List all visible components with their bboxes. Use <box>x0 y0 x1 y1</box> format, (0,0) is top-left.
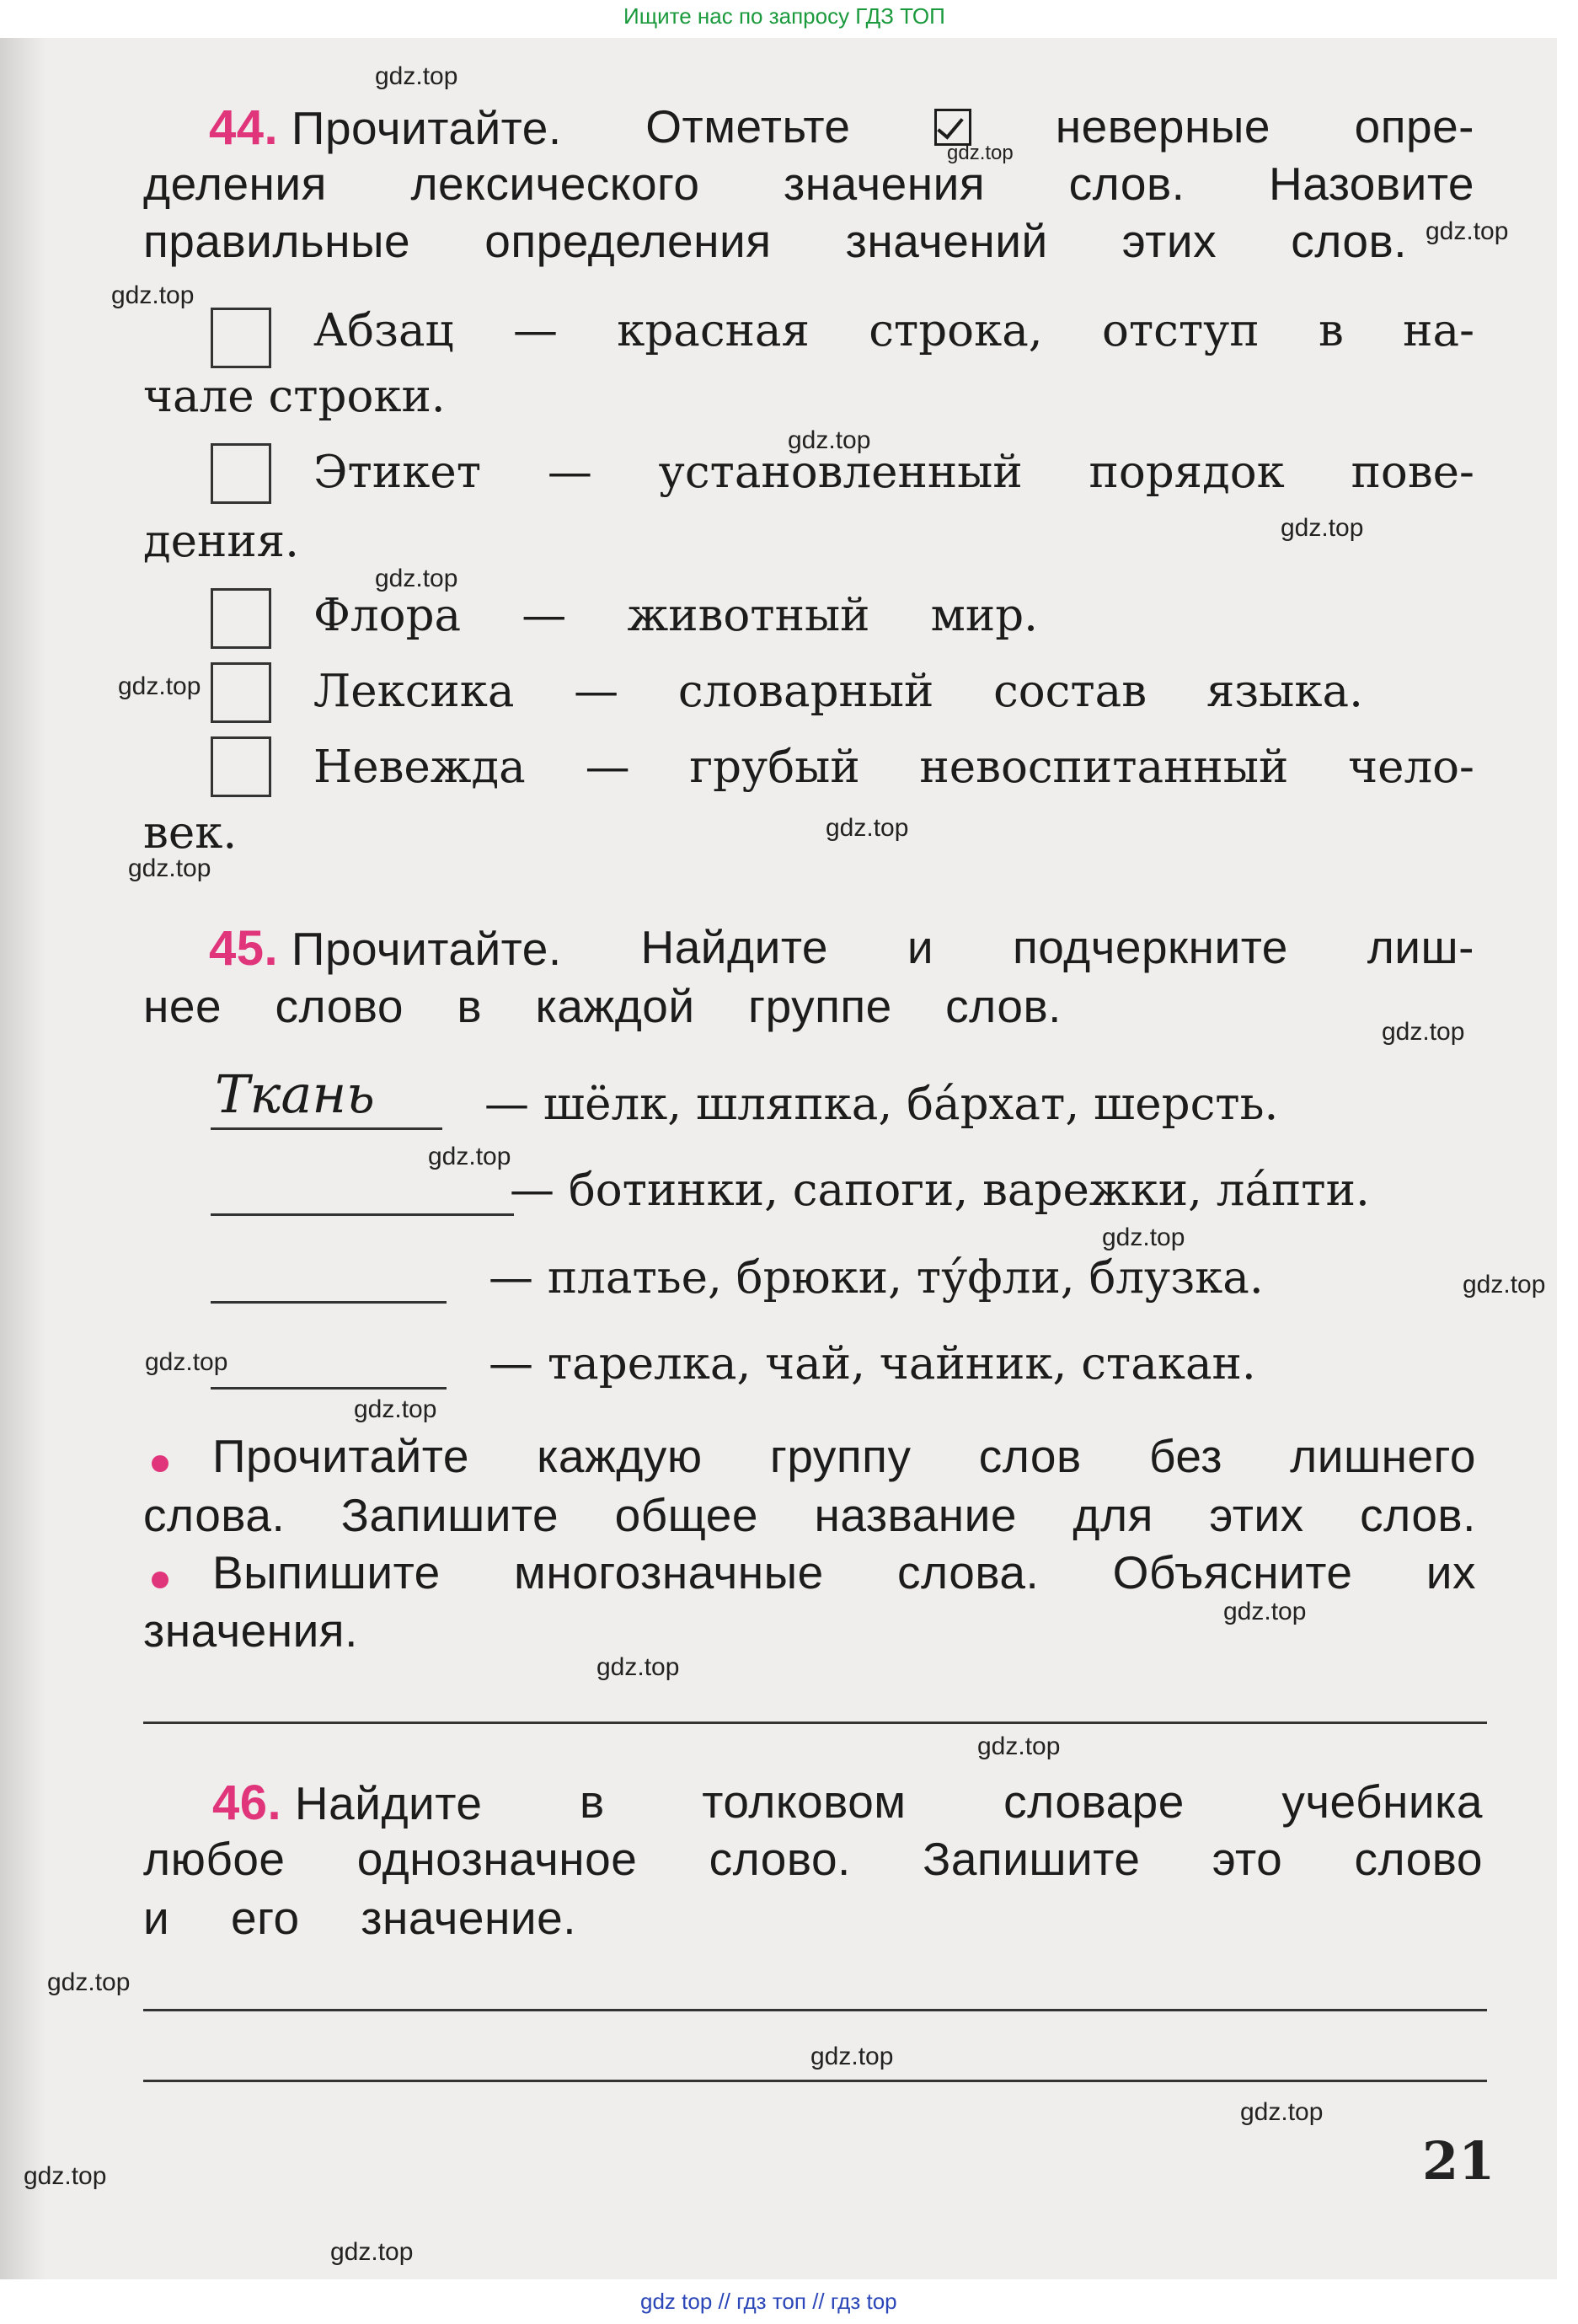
answer-checkbox-1[interactable] <box>211 308 271 368</box>
ex46-line-3: и его значение. <box>143 1892 576 1944</box>
watermark: gdz.top <box>1102 1224 1185 1251</box>
ex44-line-2: деления лексического значения слов. Назовите <box>143 158 1474 210</box>
ex45-task2-line-1: Выпишите многозначные слова. Объясните их <box>212 1546 1476 1598</box>
watermark: gdz.top <box>810 2043 894 2070</box>
ex44-item-2-line-1: Этикет — установленный порядок пове- <box>313 447 1474 498</box>
answer-line-3[interactable] <box>211 1301 447 1304</box>
ex44-item-4: Лексика — словарный состав языка. <box>313 666 1363 717</box>
ex45-line-1: 45. Прочитайте. Найдите и подчеркните лиш- <box>209 921 1474 976</box>
answer-checkbox-4[interactable] <box>211 662 271 723</box>
watermark: gdz.top <box>47 1968 131 1996</box>
watermark: gdz.top <box>1281 514 1364 542</box>
watermark: gdz.top <box>1223 1598 1307 1625</box>
ex46-line-2: любое однозначное слово. Запишите это слово <box>143 1833 1483 1885</box>
ex44-item-5-line-1: Невежда — грубый невоспитанный чело- <box>313 742 1474 793</box>
writing-line-3[interactable] <box>143 2080 1487 2082</box>
ex44-item-1-line-2: чале строки. <box>143 371 446 422</box>
ex45-group-3: — платье, брюки, ту́фли, блузка. <box>489 1252 1264 1304</box>
writing-line-2[interactable] <box>143 2009 1487 2011</box>
ex44-line-1: 44. Прочитайте. Отметьте неверные опре- <box>209 100 1474 155</box>
ex46-number: 46. <box>212 1775 282 1830</box>
answer-checkbox-5[interactable] <box>211 736 271 797</box>
watermark: gdz.top <box>1426 217 1509 245</box>
ex44-item-5-line-2: век. <box>143 807 238 859</box>
watermark: gdz.top <box>128 854 211 882</box>
ex45-line-2: нее слово в каждой группе слов. <box>143 980 1062 1032</box>
watermark: gdz.top <box>1240 2098 1324 2126</box>
ex45-task1-line-2: слова. Запишите общее название для этих слов. <box>143 1489 1476 1541</box>
watermark: gdz.top <box>354 1395 437 1423</box>
watermark: gdz.top <box>788 426 871 454</box>
ex46-line-1: 46. Найдите в толковом словаре учебника <box>212 1775 1483 1830</box>
ex45-task1-line-1: Прочитайте каждую группу слов без лишнего <box>212 1430 1476 1482</box>
writing-line-1[interactable] <box>143 1722 1487 1724</box>
watermark: gdz.top <box>24 2162 107 2190</box>
ex44-line-3: правильные определения значений этих слов. <box>143 215 1407 267</box>
watermark: gdz.top <box>947 142 1014 164</box>
handwritten-answer: Ткань <box>215 1063 375 1125</box>
page-spine-shadow <box>0 38 46 2279</box>
watermark: gdz.top <box>145 1348 228 1376</box>
task-bullet-1 <box>152 1455 168 1472</box>
watermark: gdz.top <box>596 1653 680 1681</box>
bottom-banner[interactable]: gdz top // гдз топ // гдз top <box>640 2289 897 2314</box>
answer-line-1[interactable] <box>211 1127 442 1130</box>
watermark: gdz.top <box>1463 1271 1546 1299</box>
watermark: gdz.top <box>330 2238 414 2266</box>
ex45-group-2: — ботинки, сапоги, варежки, ла́пти. <box>510 1165 1370 1216</box>
checkbox-checked-icon <box>934 109 971 146</box>
watermark: gdz.top <box>375 62 458 90</box>
watermark: gdz.top <box>111 281 195 309</box>
watermark: gdz.top <box>826 814 909 842</box>
watermark: gdz.top <box>118 672 201 700</box>
task-bullet-2 <box>152 1572 168 1588</box>
watermark: gdz.top <box>428 1143 511 1170</box>
ex44-item-1-line-1: Абзац — красная строка, отступ в на- <box>313 305 1474 356</box>
answer-line-2[interactable] <box>211 1213 514 1216</box>
top-banner[interactable]: Ищите нас по запросу ГДЗ ТОП <box>623 3 945 29</box>
answer-checkbox-3[interactable] <box>211 588 271 649</box>
page-number: 21 <box>1422 2130 1495 2192</box>
watermark: gdz.top <box>1382 1018 1465 1046</box>
watermark: gdz.top <box>977 1732 1061 1760</box>
ex45-task2-line-2: значения. <box>143 1604 358 1657</box>
ex45-group-1: — шёлк, шляпка, ба́рхат, шерсть. <box>484 1079 1279 1130</box>
ex44-item-2-line-2: дения. <box>143 516 299 567</box>
answer-line-4[interactable] <box>211 1387 447 1390</box>
watermark: gdz.top <box>375 565 458 592</box>
ex45-number: 45. <box>209 921 279 976</box>
ex44-item-3: Флора — животный мир. <box>313 590 1038 641</box>
ex44-number: 44. <box>209 100 279 155</box>
ex45-group-4: — тарелка, чай, чайник, стакан. <box>489 1338 1256 1390</box>
answer-checkbox-2[interactable] <box>211 443 271 504</box>
